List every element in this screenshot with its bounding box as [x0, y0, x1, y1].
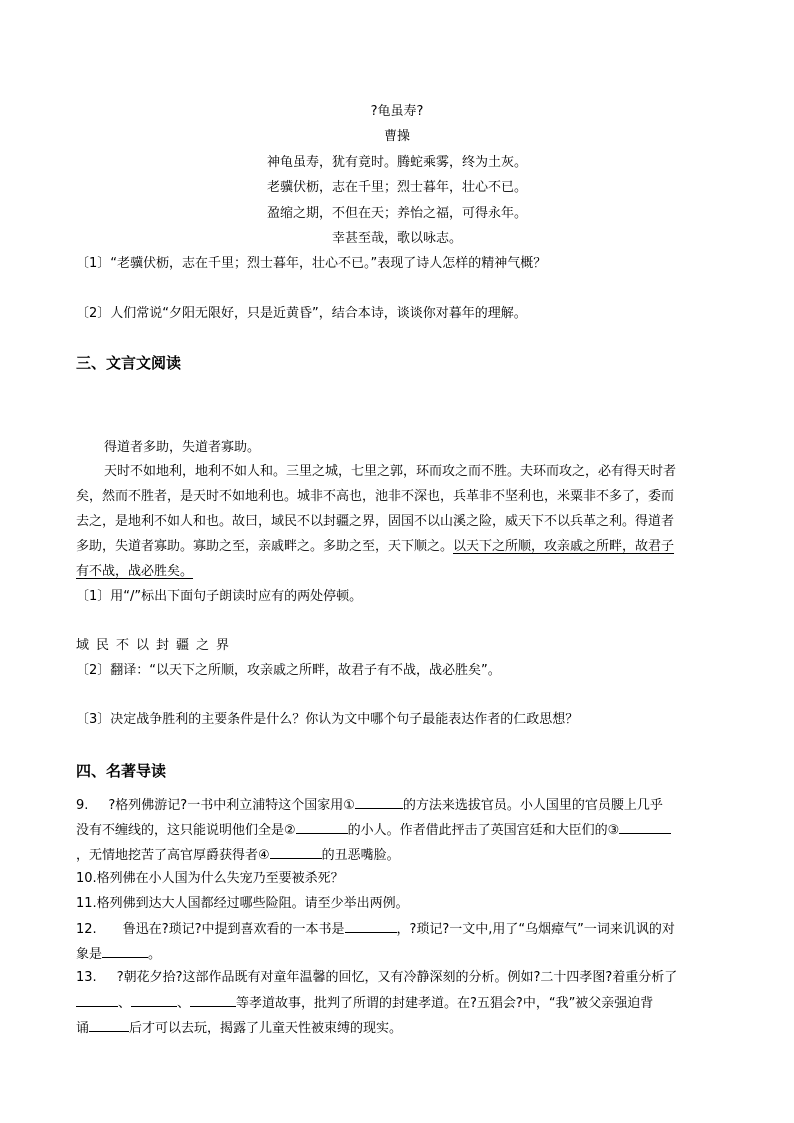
classical-question-2: 〔2〕翻译：“以天下之所顺，攻亲戚之所畔，故君子有不战，战必胜矣”。: [76, 663, 501, 678]
poem-line: 神龟虽寿，犹有竟时。腾蛇乘雾，终为土灰。: [266, 155, 527, 170]
question-13-line: [76, 993, 653, 1014]
poem-question-1: 〔1〕“老骥伏枥，志在千里；烈士暮年，壮心不已。”表现了诗人怎样的精神气概？: [76, 256, 547, 271]
question-number: 12.: [76, 922, 97, 937]
passage-line: 天时不如地利，地利不如人和。三里之城，七里之郭，环而攻之而不胜。夫环而攻之，必有得天时者: [104, 464, 677, 479]
question-text: ，无情地挖苦了高官厚爵获得者④: [76, 848, 270, 863]
question-12-line: [76, 944, 161, 965]
separator: 、: [118, 996, 132, 1011]
answer-blank[interactable]: [102, 944, 148, 958]
question-11: 11.格列佛到达大人国都经过哪些险阻。请至少举出两例。: [76, 896, 409, 911]
answer-blank[interactable]: [355, 795, 403, 809]
poem-line: 盈缩之期，不但在天；养怡之福，可得永年。: [266, 206, 527, 221]
passage-line: [76, 537, 674, 557]
answer-blank[interactable]: [190, 993, 236, 1007]
answer-blank[interactable]: [345, 919, 397, 933]
poem-line: 幸甚至哉，歌以咏志。: [331, 231, 462, 246]
separator: 、: [177, 996, 191, 1011]
section-heading-classical: 三、文言文阅读: [76, 354, 182, 372]
section-heading-classics: 四、名著导读: [76, 762, 167, 780]
question-text: ?朝花夕拾?这部作品既有对童年温馨的回忆，又有冷静深刻的分析。例如?二十四孝图?着重分析了: [116, 970, 678, 985]
question-12-line: [76, 919, 675, 940]
question-text: 的小人。作者借此抨击了英国宫廷和大臣们的③: [347, 823, 620, 838]
question-number: 13.: [76, 970, 97, 985]
answer-blank[interactable]: [296, 820, 348, 834]
answer-blank[interactable]: [131, 993, 177, 1007]
question-text: 的丑恶嘴脸。: [321, 848, 400, 863]
passage-line: 矣，然而不胜者，是天时不如地利也。城非不高也，池非不深也，兵革非不坚利也，米粟非不多了，委而: [76, 489, 675, 504]
question-number: 9.: [76, 798, 89, 813]
pause-sentence: 域民不以封疆之界: [76, 638, 237, 653]
question-13-line: [76, 968, 677, 988]
question-text: 没有不缠线的，这只能说明他们全是②: [76, 823, 296, 838]
passage-text: 多助，失道者寡助。寡助之至，亲戚畔之。多助之至，天下顺之。: [76, 539, 454, 554]
question-text: 象是: [76, 947, 103, 962]
poem-title: ?龟虽寿?: [370, 104, 424, 119]
underlined-sentence-end: 有不战，战必胜矣。: [76, 564, 194, 579]
answer-blank[interactable]: [619, 820, 671, 834]
question-9-line: [76, 795, 663, 816]
underlined-sentence: 以天下之所顺，攻亲戚之所畔，故君子: [453, 539, 675, 554]
question-9-line: [76, 845, 400, 866]
question-10: 10.格列佛在小人国为什么失宠乃至要被杀死？: [76, 871, 344, 886]
answer-blank[interactable]: [76, 993, 118, 1007]
question-text: 。: [148, 947, 162, 962]
question-text: ，?琐记?一文中,用了“乌烟瘴气”一词来讥讽的对: [396, 922, 675, 937]
question-9-line: [76, 820, 671, 841]
classical-question-3: 〔3〕决定战争胜利的主要条件是什么？你认为文中哪个句子最能表达作者的仁政思想？: [76, 712, 579, 727]
poem-author: 曹操: [383, 129, 410, 144]
poem-line: 老骥伏枥，志在千里；烈士暮年，壮心不已。: [266, 180, 527, 195]
classical-question-1: 〔1〕用“/”标出下面句子朗读时应有的两处停顿。: [76, 589, 363, 604]
passage-title: 得道者多助，失道者寡助。: [104, 440, 261, 455]
question-text: 等孝道故事，批判了所谓的封建孝道。在?五猖会?中，“我”被父亲强迫背: [236, 996, 654, 1011]
answer-blank[interactable]: [270, 845, 322, 859]
question-text: 鲁迅在?琐记?中提到喜欢看的一本书是: [122, 922, 345, 937]
question-text: 后才可以去玩，揭露了儿童天性被束缚的现实。: [129, 1021, 403, 1036]
passage-line: 去之，是地利不如人和也。故曰，域民不以封疆之界，固国不以山溪之险，威天下不以兵革之利。得道者: [76, 514, 675, 529]
answer-blank[interactable]: [89, 1018, 129, 1032]
question-13-line: [76, 1018, 402, 1039]
question-text: 的方法来选拔官员。小人国里的官员腰上几乎: [402, 798, 663, 813]
poem-question-2: 〔2〕人们常说“夕阳无限好，只是近黄昏”，结合本诗，谈谈你对暮年的理解。: [76, 306, 527, 321]
question-text: 诵: [76, 1021, 90, 1036]
question-text: ?格列佛游记?一书中利立浦特这个国家用①: [108, 798, 355, 813]
